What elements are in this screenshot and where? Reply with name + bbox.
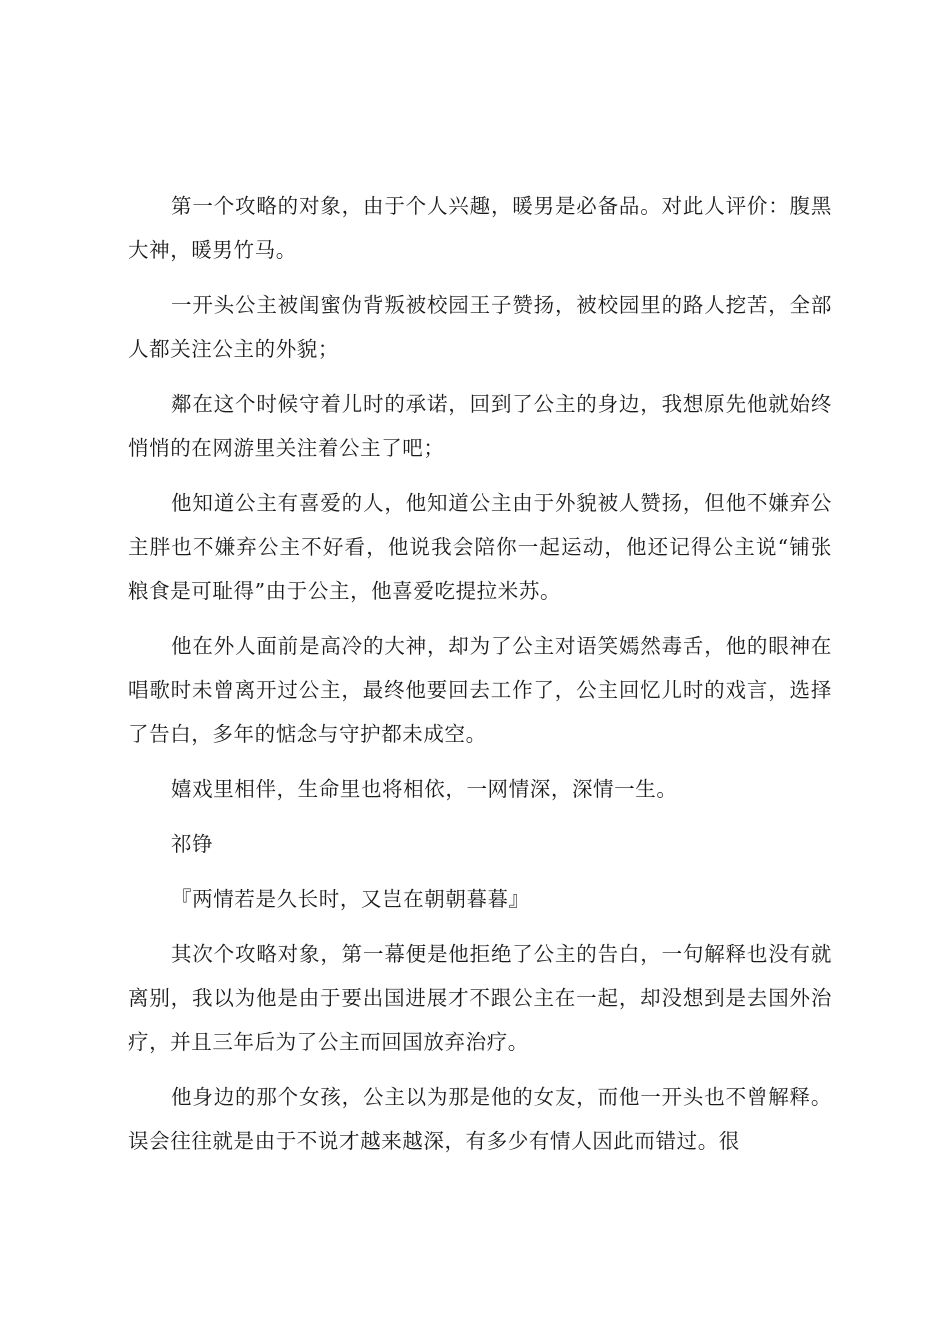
paragraph-5: 他在外人面前是高冷的大神，却为了公主对语笑嫣然毒舌，他的眼神在唱歌时未曾离开过公主，最终他要回去工作了，公主回忆儿时的戏言，选择了告白，多年的惦念与守护都未成空。 — [128, 634, 832, 746]
paragraph-3: 鄰在这个时候守着儿时的承诺，回到了公主的身边，我想原先他就始终悄悄的在网游里关注着公主了吧； — [128, 392, 832, 460]
character-name: 祁铮 — [171, 832, 214, 856]
paragraph-1: 第一个攻略的对象，由于个人兴趣，暖男是必备品。对此人评价：腹黑大神，暖男竹马。 — [128, 194, 832, 262]
paragraph-8: 他身边的那个女孩，公主以为那是他的女友，而他一开头也不曾解释。误会往往就是由于不说才越来越深，有多少有情人因此而错过。很 — [128, 1085, 832, 1153]
paragraph-6: 嬉戏里相伴，生命里也将相依，一网情深，深情一生。 — [171, 777, 678, 801]
quote-line: 『两情若是久长时，又岂在朝朝暮暮』 — [171, 887, 530, 911]
paragraph-7: 其次个攻略对象，第一幕便是他拒绝了公主的告白，一句解释也没有就离别，我以为他是由于要出国进展才不跟公主在一起，却没想到是去国外治疗，并且三年后为了公主而回国放弃治疗。 — [128, 942, 832, 1054]
paragraph-2: 一开头公主被闺蜜伪背叛被校园王子赞扬，被校园里的路人挖苦，全部人都关注公主的外貌； — [128, 293, 832, 361]
paragraph-4: 他知道公主有喜爱的人，他知道公主由于外貌被人赞扬，但他不嫌弃公主胖也不嫌弃公主不好看，他说我会陪你一起运动，他还记得公主说“铺张粮食是可耻得”由于公主，他喜爱吃提拉米苏。 — [128, 491, 832, 603]
document-body — [128, 184, 832, 1174]
